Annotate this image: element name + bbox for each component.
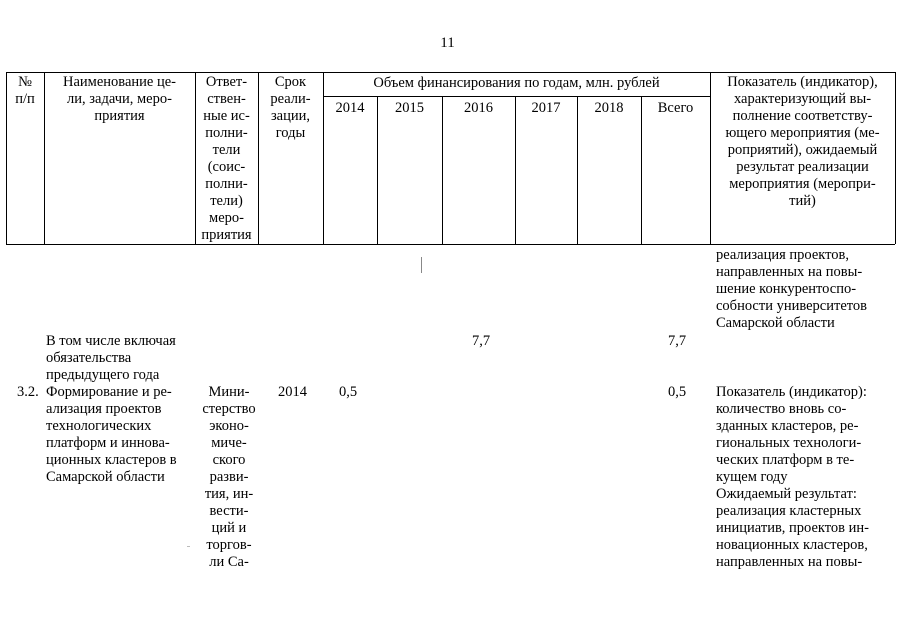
- text-line: предыдущего года: [46, 367, 160, 383]
- col-border: [442, 96, 443, 244]
- header-term: [258, 74, 323, 142]
- header-resp-line: тели: [212, 142, 241, 158]
- col-border: [641, 96, 642, 244]
- header-year: 2016: [464, 100, 493, 116]
- col-border: [323, 72, 324, 244]
- row-including-name: [46, 333, 196, 384]
- text-line: реализация проектов,: [716, 247, 849, 263]
- text-line: платформ и иннова-: [46, 435, 170, 451]
- row-3-2-responsible: [197, 384, 261, 571]
- header-indicator: [710, 74, 895, 210]
- text-line: новационных кластеров,: [716, 537, 868, 553]
- col-border: [577, 96, 578, 244]
- row-including-2016: 7,7: [472, 333, 491, 349]
- header-term-line: годы: [275, 125, 306, 141]
- row-3-2-number: 3.2.: [17, 384, 39, 400]
- text-line: количество вновь со-: [716, 401, 847, 417]
- header-num: [6, 74, 44, 108]
- text-line: собности университетов: [716, 298, 868, 314]
- text-line: инициатив, проектов ин-: [716, 520, 869, 536]
- text-line: разви-: [209, 469, 249, 485]
- header-year: 2015: [395, 100, 424, 116]
- header-term-line: Срок: [274, 74, 307, 90]
- table-top-border: [6, 72, 895, 73]
- header-year: 2017: [531, 100, 561, 116]
- text-line: Формирование и ре-: [46, 384, 172, 400]
- header-year: 2014: [335, 100, 365, 116]
- header-indicator-line: мероприятия (меропри-: [729, 176, 876, 192]
- header-resp-line: тели): [210, 193, 243, 209]
- text-line: шение конкурентоспо-: [716, 281, 857, 297]
- header-indicator-line: тий): [789, 193, 816, 209]
- col-border: [895, 72, 896, 244]
- header-resp-line: меро-: [209, 210, 244, 226]
- text-line: направленных на повы-: [716, 554, 863, 570]
- text-line: гиональных технологи-: [716, 435, 862, 451]
- header-name: [44, 74, 195, 125]
- text-line: миче-: [211, 435, 247, 451]
- text-line: ционных кластеров в: [46, 452, 177, 468]
- text-line: ческих платформ в те-: [716, 452, 855, 468]
- text-line: эконо-: [209, 418, 249, 434]
- header-num-line: №: [18, 74, 32, 90]
- text-line: вести-: [209, 503, 249, 519]
- header-resp-line: (соис-: [207, 159, 246, 175]
- header-resp-line: приятия: [201, 227, 252, 243]
- text-line: Мини-: [208, 384, 250, 400]
- row-3-2-2014: 0,5: [339, 384, 358, 400]
- header-term-line: реали-: [270, 91, 311, 107]
- header-responsible: [195, 74, 258, 244]
- row-3-2-term: 2014: [278, 384, 307, 400]
- text-line: реализация кластерных: [716, 503, 862, 519]
- scan-mark: [187, 546, 190, 547]
- header-indicator-line: Показатель (индикатор),: [727, 74, 878, 90]
- page-number: 11: [440, 35, 455, 51]
- header-name-line: приятия: [94, 108, 145, 124]
- text-line: ли Са-: [209, 554, 249, 570]
- row-3-2-indicator: [716, 384, 901, 571]
- table-bottom-border: [6, 244, 895, 245]
- text-line: стерство: [202, 401, 256, 417]
- row-including-total: 7,7: [668, 333, 687, 349]
- header-term-line: зации,: [270, 108, 311, 124]
- text-line: Самарской области: [716, 315, 835, 331]
- header-year: 2018: [594, 100, 624, 116]
- header-indicator-line: результат реализации: [736, 159, 869, 175]
- text-line: Ожидаемый результат:: [716, 486, 857, 502]
- col-border: [377, 96, 378, 244]
- header-name-line: Наименование це-: [63, 74, 176, 90]
- row-3-2-name: [46, 384, 196, 486]
- text-line: кущем году: [716, 469, 788, 485]
- text-line: зданных кластеров, ре-: [716, 418, 859, 434]
- header-funding-title: Объем финансирования по годам, млн. рублей: [373, 75, 660, 91]
- header-year-total: Всего: [657, 100, 694, 116]
- text-line: ского: [212, 452, 246, 468]
- header-indicator-line: полнение соответству-: [732, 108, 873, 124]
- text-line: направленных на повы-: [716, 264, 863, 280]
- text-line: ализация проектов: [46, 401, 162, 417]
- row-3-2-total: 0,5: [668, 384, 687, 400]
- text-line: тия, ин-: [204, 486, 254, 502]
- header-resp-line: ные ис-: [203, 108, 250, 124]
- text-line: ций и: [211, 520, 247, 536]
- funding-subheader-border: [323, 96, 710, 97]
- header-resp-line: Ответ-: [205, 74, 248, 90]
- header-indicator-line: ющего мероприятия (ме-: [725, 125, 880, 141]
- text-line: В том числе включая: [46, 333, 176, 349]
- text-line: торгов-: [206, 537, 252, 553]
- header-resp-line: полни-: [205, 125, 248, 141]
- text-line: Самарской области: [46, 469, 165, 485]
- scan-mark: [421, 257, 422, 273]
- header-resp-line: полни-: [205, 176, 248, 192]
- text-line: обязательства: [46, 350, 132, 366]
- header-indicator-line: роприятий), ожидаемый: [727, 142, 878, 158]
- continuation-text: [716, 247, 896, 332]
- text-line: технологических: [46, 418, 152, 434]
- header-resp-line: ствен-: [207, 91, 246, 107]
- header-name-line: ли, задачи, меро-: [67, 91, 172, 107]
- header-num-line: п/п: [15, 91, 35, 107]
- col-border: [515, 96, 516, 244]
- text-line: Показатель (индикатор):: [716, 384, 867, 400]
- header-indicator-line: характеризующий вы-: [733, 91, 872, 107]
